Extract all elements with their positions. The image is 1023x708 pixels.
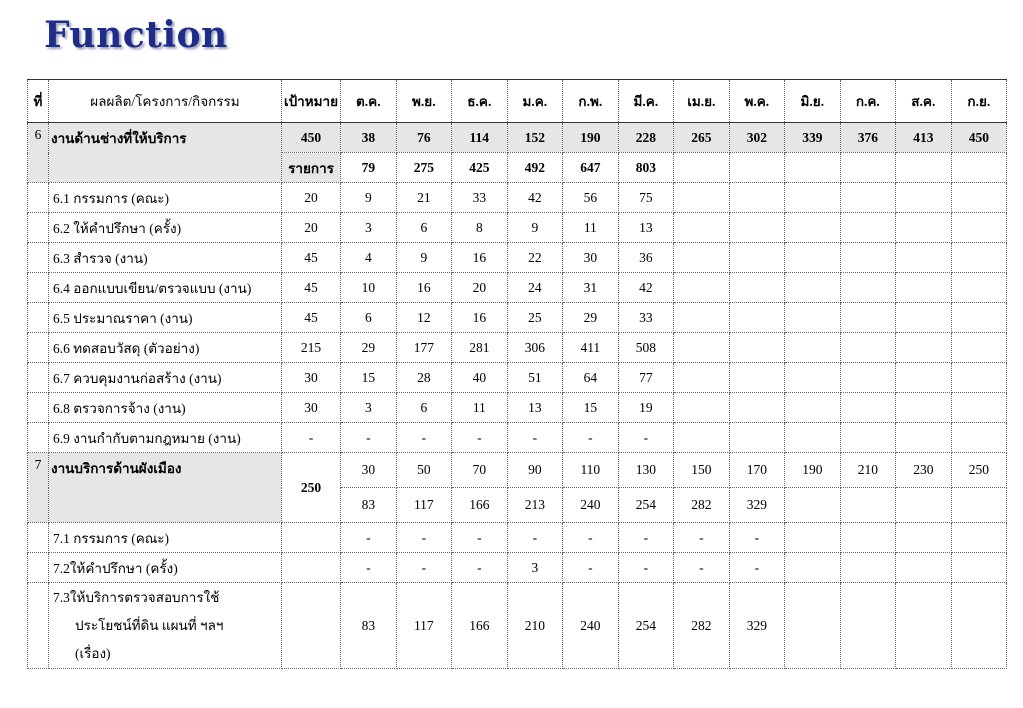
- month-value: -: [507, 523, 563, 553]
- section-name: งานบริการด้านผังเมือง: [49, 453, 282, 523]
- month-value: 228: [618, 123, 674, 153]
- month-value: 6: [341, 303, 397, 333]
- month-value: 425: [452, 153, 508, 183]
- table-row: [28, 363, 1007, 393]
- month-value: 117: [396, 488, 452, 523]
- month-value: 28: [396, 363, 452, 393]
- month-value: [840, 153, 896, 183]
- month-value: 50: [396, 453, 452, 488]
- month-value: 77: [618, 363, 674, 393]
- month-value: 254: [618, 583, 674, 669]
- month-value: [896, 333, 952, 363]
- month-value: 90: [507, 453, 563, 488]
- month-value: [785, 213, 841, 243]
- row-name: 6.4 ออกแบบเขียน/ตรวจแบบ (งาน): [49, 273, 282, 303]
- month-value: [785, 423, 841, 453]
- month-value: 170: [729, 453, 785, 488]
- month-value: 15: [341, 363, 397, 393]
- row-name: 7.2ให้คำปรึกษา (ครั้ง): [49, 553, 282, 583]
- header-month: ก.พ.: [563, 80, 619, 123]
- section-no: 6: [28, 123, 49, 183]
- month-value: 29: [563, 303, 619, 333]
- month-value: 150: [674, 453, 730, 488]
- month-value: [951, 333, 1007, 363]
- month-value: 56: [563, 183, 619, 213]
- row-name-line: (เรื่อง): [75, 645, 111, 661]
- month-value: 413: [896, 123, 952, 153]
- row-target: [282, 553, 341, 583]
- header-month: พ.ค.: [729, 80, 785, 123]
- month-value: [951, 273, 1007, 303]
- month-value: [840, 553, 896, 583]
- month-value: [785, 553, 841, 583]
- section-target: 250: [282, 453, 341, 523]
- month-value: [840, 583, 896, 669]
- month-value: -: [729, 523, 785, 553]
- table-row: [28, 523, 1007, 553]
- month-value: -: [341, 423, 397, 453]
- header-month: พ.ย.: [396, 80, 452, 123]
- month-value: 3: [341, 213, 397, 243]
- row-name-line: ประโยชน์ที่ดิน แผนที่ ฯลฯ: [75, 617, 224, 633]
- month-value: 265: [674, 123, 730, 153]
- header-month: ม.ค.: [507, 80, 563, 123]
- month-value: [840, 488, 896, 523]
- table-row: [28, 273, 1007, 303]
- section-row: [28, 453, 1007, 488]
- row-target: 45: [282, 303, 341, 333]
- month-value: -: [396, 523, 452, 553]
- month-value: 114: [452, 123, 508, 153]
- function-table: [27, 79, 1007, 669]
- month-value: 21: [396, 183, 452, 213]
- month-value: 213: [507, 488, 563, 523]
- row-target: -: [282, 423, 341, 453]
- month-value: [729, 273, 785, 303]
- month-value: [951, 303, 1007, 333]
- month-value: 803: [618, 153, 674, 183]
- row-name-line: 7.3ให้บริการตรวจสอบการใช้: [53, 589, 220, 605]
- month-value: [896, 553, 952, 583]
- month-value: [896, 303, 952, 333]
- month-value: 240: [563, 488, 619, 523]
- month-value: [785, 333, 841, 363]
- month-value: [785, 583, 841, 669]
- month-value: -: [452, 423, 508, 453]
- month-value: [729, 333, 785, 363]
- row-no-cell: [28, 183, 49, 213]
- month-value: 6: [396, 213, 452, 243]
- month-value: [951, 583, 1007, 669]
- month-value: 16: [396, 273, 452, 303]
- row-name: 6.3 สำรวจ (งาน): [49, 243, 282, 273]
- month-value: [896, 393, 952, 423]
- month-value: 16: [452, 243, 508, 273]
- row-target: 30: [282, 393, 341, 423]
- month-value: 190: [563, 123, 619, 153]
- month-value: 240: [563, 583, 619, 669]
- month-value: 33: [452, 183, 508, 213]
- month-value: 13: [507, 393, 563, 423]
- header-month: มิ.ย.: [785, 80, 841, 123]
- header-row: [28, 80, 1007, 123]
- month-value: 33: [618, 303, 674, 333]
- month-value: 4: [341, 243, 397, 273]
- month-value: -: [563, 523, 619, 553]
- month-value: 76: [396, 123, 452, 153]
- month-value: [674, 243, 730, 273]
- header-month: ต.ค.: [341, 80, 397, 123]
- month-value: [840, 523, 896, 553]
- month-value: 6: [396, 393, 452, 423]
- table-row: [28, 183, 1007, 213]
- month-value: [674, 183, 730, 213]
- header-month: ส.ค.: [896, 80, 952, 123]
- month-value: [840, 273, 896, 303]
- row-no-cell: [28, 273, 49, 303]
- month-value: 306: [507, 333, 563, 363]
- month-value: 376: [840, 123, 896, 153]
- month-value: -: [341, 553, 397, 583]
- month-value: [896, 183, 952, 213]
- header-month: เม.ย.: [674, 80, 730, 123]
- header-month: ธ.ค.: [452, 80, 508, 123]
- month-value: 22: [507, 243, 563, 273]
- month-value: [951, 213, 1007, 243]
- month-value: [674, 333, 730, 363]
- month-value: 110: [563, 453, 619, 488]
- month-value: 83: [341, 583, 397, 669]
- table-row: [28, 243, 1007, 273]
- month-value: 12: [396, 303, 452, 333]
- month-value: 11: [563, 213, 619, 243]
- row-no-cell: [28, 523, 49, 553]
- month-value: [729, 363, 785, 393]
- month-value: [896, 243, 952, 273]
- section-unit: รายการ: [282, 153, 341, 183]
- table-row: [28, 333, 1007, 363]
- month-value: [840, 393, 896, 423]
- table-row: [28, 303, 1007, 333]
- month-value: 9: [507, 213, 563, 243]
- row-name: 6.1 กรรมการ (คณะ): [49, 183, 282, 213]
- month-value: [840, 423, 896, 453]
- month-value: -: [618, 523, 674, 553]
- month-value: [729, 423, 785, 453]
- row-name: 6.6 ทดสอบวัสดุ (ตัวอย่าง): [49, 333, 282, 363]
- month-value: -: [618, 423, 674, 453]
- month-value: 15: [563, 393, 619, 423]
- month-value: [896, 583, 952, 669]
- month-value: [785, 488, 841, 523]
- month-value: [951, 153, 1007, 183]
- month-value: [729, 393, 785, 423]
- month-value: 411: [563, 333, 619, 363]
- month-value: 30: [563, 243, 619, 273]
- row-no-cell: [28, 303, 49, 333]
- page-title: Function: [44, 14, 228, 56]
- month-value: [840, 363, 896, 393]
- section-name: งานด้านช่างที่ให้บริการ: [49, 123, 282, 183]
- section-row: [28, 123, 1007, 153]
- month-value: [785, 393, 841, 423]
- month-value: 11: [452, 393, 508, 423]
- header-no: ที่: [28, 80, 49, 123]
- month-value: [785, 153, 841, 183]
- month-value: [840, 213, 896, 243]
- month-value: 647: [563, 153, 619, 183]
- month-value: 508: [618, 333, 674, 363]
- month-value: [896, 213, 952, 243]
- month-value: [674, 393, 730, 423]
- month-value: [674, 153, 730, 183]
- month-value: 75: [618, 183, 674, 213]
- row-no-cell: [28, 583, 49, 669]
- month-value: -: [452, 553, 508, 583]
- month-value: 8: [452, 213, 508, 243]
- table-row: [28, 213, 1007, 243]
- month-value: 42: [618, 273, 674, 303]
- row-no-cell: [28, 553, 49, 583]
- month-value: 152: [507, 123, 563, 153]
- month-value: 36: [618, 243, 674, 273]
- month-value: 339: [785, 123, 841, 153]
- month-value: -: [341, 523, 397, 553]
- month-value: -: [674, 553, 730, 583]
- month-value: [729, 303, 785, 333]
- month-value: 130: [618, 453, 674, 488]
- row-name: 6.5 ประมาณราคา (งาน): [49, 303, 282, 333]
- month-value: 25: [507, 303, 563, 333]
- month-value: [896, 523, 952, 553]
- month-value: 117: [396, 583, 452, 669]
- row-target: 20: [282, 183, 341, 213]
- row-name: [49, 583, 282, 669]
- month-value: 30: [341, 453, 397, 488]
- month-value: [951, 243, 1007, 273]
- month-value: -: [674, 523, 730, 553]
- month-value: -: [618, 553, 674, 583]
- month-value: [951, 553, 1007, 583]
- month-value: 9: [396, 243, 452, 273]
- month-value: [840, 183, 896, 213]
- month-value: [896, 363, 952, 393]
- month-value: [951, 423, 1007, 453]
- month-value: 329: [729, 583, 785, 669]
- month-value: 281: [452, 333, 508, 363]
- table-row: [28, 393, 1007, 423]
- month-value: [674, 423, 730, 453]
- month-value: -: [507, 423, 563, 453]
- month-value: -: [563, 423, 619, 453]
- month-value: [840, 333, 896, 363]
- month-value: 31: [563, 273, 619, 303]
- month-value: 51: [507, 363, 563, 393]
- month-value: 42: [507, 183, 563, 213]
- month-value: [951, 488, 1007, 523]
- header-month: ก.ย.: [951, 80, 1007, 123]
- month-value: 275: [396, 153, 452, 183]
- row-name: 6.8 ตรวจการจ้าง (งาน): [49, 393, 282, 423]
- month-value: -: [396, 423, 452, 453]
- month-value: [840, 303, 896, 333]
- month-value: [951, 523, 1007, 553]
- month-value: [785, 243, 841, 273]
- month-value: [785, 303, 841, 333]
- month-value: 38: [341, 123, 397, 153]
- month-value: [729, 213, 785, 243]
- section-target: 450: [282, 123, 341, 153]
- month-value: [785, 363, 841, 393]
- month-value: 250: [951, 453, 1007, 488]
- month-value: [896, 273, 952, 303]
- row-name: 6.7 ควบคุมงานก่อสร้าง (งาน): [49, 363, 282, 393]
- month-value: 3: [341, 393, 397, 423]
- month-value: [729, 183, 785, 213]
- month-value: -: [452, 523, 508, 553]
- row-target: 20: [282, 213, 341, 243]
- month-value: 64: [563, 363, 619, 393]
- month-value: 79: [341, 153, 397, 183]
- month-value: 282: [674, 583, 730, 669]
- month-value: 13: [618, 213, 674, 243]
- month-value: [951, 393, 1007, 423]
- month-value: 3: [507, 553, 563, 583]
- month-value: [951, 363, 1007, 393]
- month-value: 166: [452, 583, 508, 669]
- month-value: [951, 183, 1007, 213]
- header-name: ผลผลิต/โครงการ/กิจกรรม: [49, 80, 282, 123]
- month-value: [840, 243, 896, 273]
- month-value: 19: [618, 393, 674, 423]
- table-row: [28, 553, 1007, 583]
- month-value: 70: [452, 453, 508, 488]
- month-value: 329: [729, 488, 785, 523]
- month-value: 10: [341, 273, 397, 303]
- month-value: 190: [785, 453, 841, 488]
- month-value: 302: [729, 123, 785, 153]
- month-value: 230: [896, 453, 952, 488]
- row-target: 30: [282, 363, 341, 393]
- row-target: [282, 523, 341, 553]
- month-value: 24: [507, 273, 563, 303]
- row-target: [282, 583, 341, 669]
- month-value: [674, 213, 730, 243]
- row-name: 7.1 กรรมการ (คณะ): [49, 523, 282, 553]
- table-row: [28, 423, 1007, 453]
- month-value: 20: [452, 273, 508, 303]
- row-name: 6.9 งานกำกับตามกฎหมาย (งาน): [49, 423, 282, 453]
- month-value: 177: [396, 333, 452, 363]
- month-value: 210: [507, 583, 563, 669]
- month-value: -: [563, 553, 619, 583]
- month-value: 16: [452, 303, 508, 333]
- row-target: 215: [282, 333, 341, 363]
- month-value: 450: [951, 123, 1007, 153]
- month-value: [785, 273, 841, 303]
- month-value: 254: [618, 488, 674, 523]
- month-value: [896, 153, 952, 183]
- month-value: [674, 273, 730, 303]
- month-value: [729, 243, 785, 273]
- table-row: [28, 583, 1007, 669]
- month-value: 166: [452, 488, 508, 523]
- section-no: 7: [28, 453, 49, 523]
- month-value: [896, 488, 952, 523]
- row-no-cell: [28, 393, 49, 423]
- month-value: [785, 183, 841, 213]
- month-value: 210: [840, 453, 896, 488]
- row-no-cell: [28, 363, 49, 393]
- month-value: [674, 363, 730, 393]
- month-value: -: [396, 553, 452, 583]
- month-value: [729, 153, 785, 183]
- month-value: 282: [674, 488, 730, 523]
- month-value: 9: [341, 183, 397, 213]
- month-value: 83: [341, 488, 397, 523]
- row-target: 45: [282, 243, 341, 273]
- row-no-cell: [28, 333, 49, 363]
- month-value: 40: [452, 363, 508, 393]
- month-value: 29: [341, 333, 397, 363]
- row-target: 45: [282, 273, 341, 303]
- month-value: [896, 423, 952, 453]
- header-month: มี.ค.: [618, 80, 674, 123]
- month-value: -: [729, 553, 785, 583]
- row-no-cell: [28, 423, 49, 453]
- header-target: เป้าหมาย: [282, 80, 341, 123]
- month-value: 492: [507, 153, 563, 183]
- month-value: [785, 523, 841, 553]
- row-name: 6.2 ให้คำปรึกษา (ครั้ง): [49, 213, 282, 243]
- month-value: [674, 303, 730, 333]
- row-no-cell: [28, 243, 49, 273]
- header-month: ก.ค.: [840, 80, 896, 123]
- row-no-cell: [28, 213, 49, 243]
